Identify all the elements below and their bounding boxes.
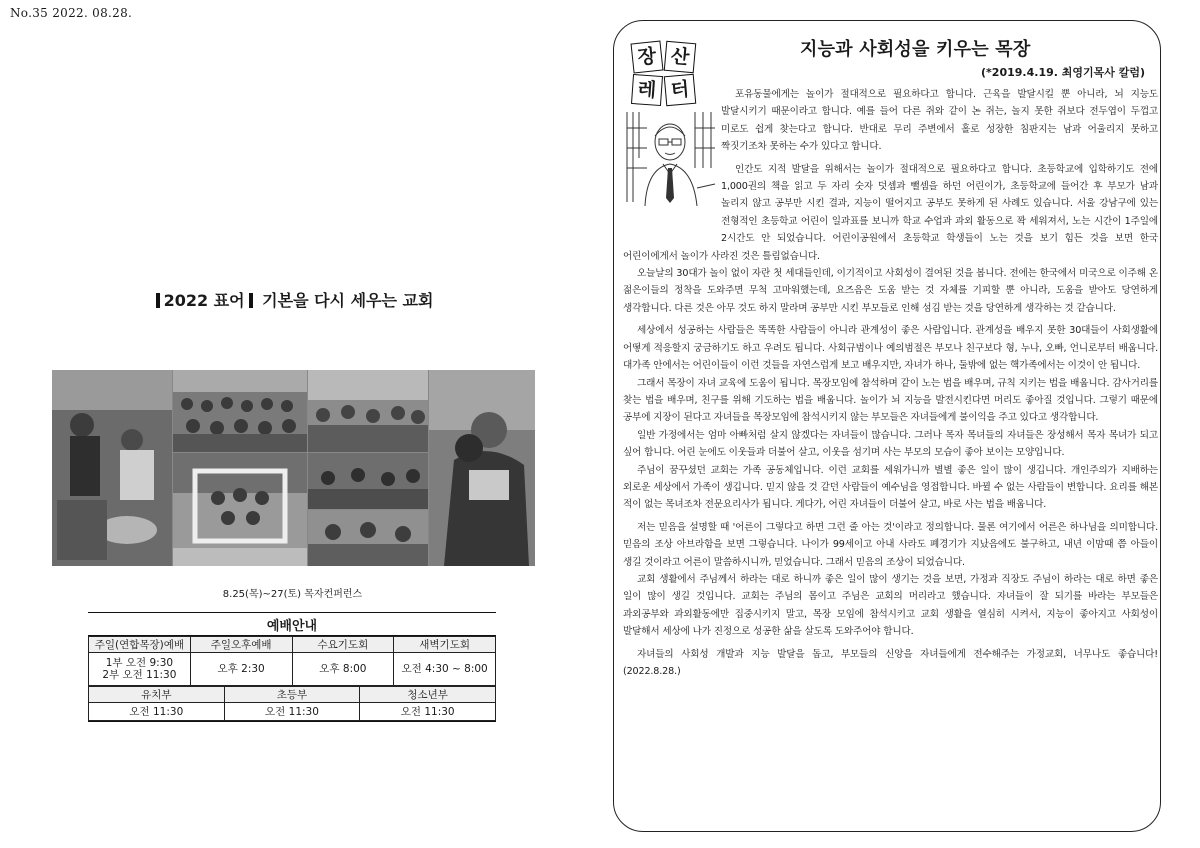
photo-footwashing [52, 370, 172, 566]
issue-date: No.35 2022. 08.28. [10, 6, 133, 20]
letter-title: 지능과 사회성을 키우는 목장 [800, 39, 1031, 60]
dept-time: 오전 11:30 [89, 703, 225, 721]
letter-paragraph: 세상에서 성공하는 사람들은 똑똑한 사람들이 아니라 관계성이 좋은 사람입니다. 관계성을 배우지 못한 30대들이 사회생활에 어떻게 적응할지 궁금하기도 하고 우려도 됩니다. 사회규범이나 예의범절은 부모나 친구보다 형, 누나, 오빠, 언니로부터 배웁니다. 대가족 안에서는 어린이들이 이런 것들을 자연스럽게 보고 배우지만, 자녀가 하나, 둘밖에 없는 핵가족에서는 이것이 안 됩니다. [623, 325, 1158, 372]
conference-photo-collage [52, 370, 535, 566]
service-header: 수요기도회 [292, 637, 394, 653]
logo-tile: 레 [631, 74, 663, 106]
letter-paragraph: 교회 생활에서 주님께서 하라는 대로 하니까 좋은 일이 많이 생기는 것을 보면, 가정과 직장도 주님이 하라는 대로 하면 좋은 일이 많이 생길 것입니다. 교회는 주님의 몸이고 주님은 교회의 머리라고 했습니다. 자녀들이 잘 되기를 바라는 부모들은 과외공부와 과외활동에만 집중시키지 말고, 목장 모임에 참석시키고 교회 생활을 열심히 시켜서, 지능이 좋아지고 사회성이 발달해서 세상에 나가 진정으로 성공한 삶을 살도록 도와주어야 합니다. [623, 573, 1158, 638]
annual-motto [0, 288, 585, 311]
letter-byline: (*2019.4.19. 최영기목사 칼럼) [981, 66, 1145, 79]
service-time: 오전 4:30 ~ 8:00 [394, 653, 496, 686]
letter-closing: 자녀들의 사회성 개발과 지능 발달을 돕고, 부모들의 신앙을 자녀들에게 전수해주는 가정교회, 너무나도 좋습니다!(2022.8.28.) [623, 648, 1158, 677]
service-header: 주일(연합목장)예배 [89, 637, 191, 653]
letter-paragraph: 인간도 지적 발달을 위해서는 놀이가 절대적으로 필요하다고 합니다. 초등학교에 입학하기도 전에 1,000권의 책을 읽고 두 자리 숫자 덧셈과 뺄셈을 하던 어린이가, 초등학교에 들어간 후 부모가 남과 놀리지 않고 공부만 시킨 결과, 지능이 떨어지고 공부도 못하게 된 사례도 있습니다. 서울 강남구에 있는 전형적인 초등학교 어린이 일과표를 보니까 학교 수업과 과외 활동으로 꽉 세워져서, 노는 시간이 1주일에 2시간도 안 되었습니다. 어린이공원에서 초등학교 학생들이 노는 것을 보기 힘든 것을 보면 한국 어린이에게서 놀이가 사라진 것은 틀림없습니다. [623, 163, 1158, 262]
dept-header: 유치부 [89, 687, 225, 703]
letter-paragraph: 오늘날의 30대가 놀이 없이 자란 첫 세대들인데, 이기적이고 사회성이 결여된 것을 봅니다. 전에는 한국에서 미국으로 이주해 온 젊은이들의 정착을 도와주면 무척 고마워했는데, 요즈음은 도움 받는 것 자체를 기피할 뿐 아니라, 도움을 받아도 당연하게 생각합니다. 다른 것은 아무 것도 하지 말라며 공부만 시킨 부모들로 인해 섬김 받는 것을 당연하게 생각하는 것 같습니다. [623, 268, 1158, 314]
dept-header: 청소년부 [360, 687, 496, 703]
motto-label: 2022 표어 [163, 291, 245, 310]
logo-tile: 터 [664, 74, 697, 107]
letter-paragraph: 일반 가정에서는 엄마 아빠처럼 살지 않겠다는 자녀들이 많습니다. 그러나 목자 목녀들의 자녀들은 장성해서 목자 목녀가 되고 싶어 합니다. 어린 눈에도 이웃들과 더불어 살고, 이웃을 섬기며 사는 부모의 모습이 좋아 보이는 모양입니다. [623, 429, 1158, 459]
worship-schedule-title: 예배안내 [88, 612, 496, 636]
service-time: 오후 8:00 [292, 653, 394, 686]
adult-service-table [88, 636, 496, 686]
photo-audience [173, 370, 307, 452]
dept-header: 초등부 [224, 687, 360, 703]
motto-bar-right [249, 293, 253, 308]
photo-frame-group [173, 453, 307, 566]
dept-time: 오전 11:30 [224, 703, 360, 721]
photo-group-hall [308, 370, 428, 452]
letter-paragraph: 저는 믿음을 설명할 때 '어른이 그렇다고 하면 그런 줄 아는 것'이라고 정의합니다. 물론 여기에서 어른은 하나님을 의미합니다. 믿음의 조상 아브라함을 보면 그렇습니다. 나이가 99세이고 아내 사라도 폐경기가 지났음에도 불구하고, 내년 이맘때 쯤 아들이 생길 것이라고 어른이 말씀하시니까, 믿었습니다. 그래서 믿음의 조상이 되었습니다. [623, 521, 1158, 568]
service-time: 오후 2:30 [190, 653, 292, 686]
worship-schedule [88, 612, 496, 722]
portrait-spacer [623, 80, 721, 232]
service-header: 주일오후예배 [190, 637, 292, 653]
letter-paragraph: 포유동물에게는 놀이가 절대적으로 필요하다고 합니다. 근육을 발달시킬 뿐 아니라, 뇌 지능도 발달시키기 때문이라고 합니다. 예를 들어 다른 쥐와 같이 논 쥐는, 놀지 못한 쥐보다 전두엽이 두껍고 미로도 쉽게 찾는다고 합니다. 반대로 무리 주변에서 홀로 성장한 침판지는 남과 어울리지 못하고 짝짓기조차 못하는 수가 있다고 합니다. [721, 89, 1158, 153]
photo-fellowship [308, 510, 428, 566]
service-time: 1부 오전 9:30 2부 오전 11:30 [89, 653, 191, 686]
letter-paragraph: 주님이 꿈꾸셨던 교회는 가족 공동체입니다. 이런 교회를 세워가니까 별별 좋은 일이 많이 생깁니다. 개인주의가 지배하는 외로운 세상에서 가족이 생깁니다. 믿지 않을 것 같던 사람들이 예수님을 영접합니다. 바뀔 수 없는 사람들이 변합니다. 요리를 해본 적이 없는 목녀조차 전문요리사가 됩니다. 게다가, 어린 자녀들이 더불어 살고, 바로 사는 법을 배웁니다. [623, 464, 1158, 511]
youth-service-table [88, 686, 496, 721]
logo-tile: 산 [664, 41, 697, 74]
photo-prayer [308, 453, 428, 509]
service-header: 새벽기도회 [394, 637, 496, 653]
letter-body [623, 80, 1158, 680]
photo-embrace [429, 370, 535, 566]
dept-time: 오전 11:30 [360, 703, 496, 721]
logo-tile: 장 [631, 41, 664, 74]
letter-paragraph: 그래서 목장이 자녀 교육에 도움이 됩니다. 목장모임에 참석하며 같이 노는 법을 배우며, 규칙 지키는 법을 배웁니다. 감사거리를 찾는 법을 배우며, 친구를 위해 기도하는 법을 배웁니다. 놀이가 뇌 지능을 발전시킨다면 머리도 좋아질 것입니다. 그렇기 때문에 공부에 지장이 된다고 자녀들을 목장모임에 참석시키지 않는 부모들은 자녀들에게 불이익을 주고 있다고 생각합니다. [623, 377, 1158, 424]
motto-bar-left [156, 293, 160, 308]
motto-text: 기본을 다시 세우는 교회 [262, 291, 434, 310]
conference-caption: 8.25(목)~27(토) 목자컨퍼런스 [222, 589, 363, 600]
